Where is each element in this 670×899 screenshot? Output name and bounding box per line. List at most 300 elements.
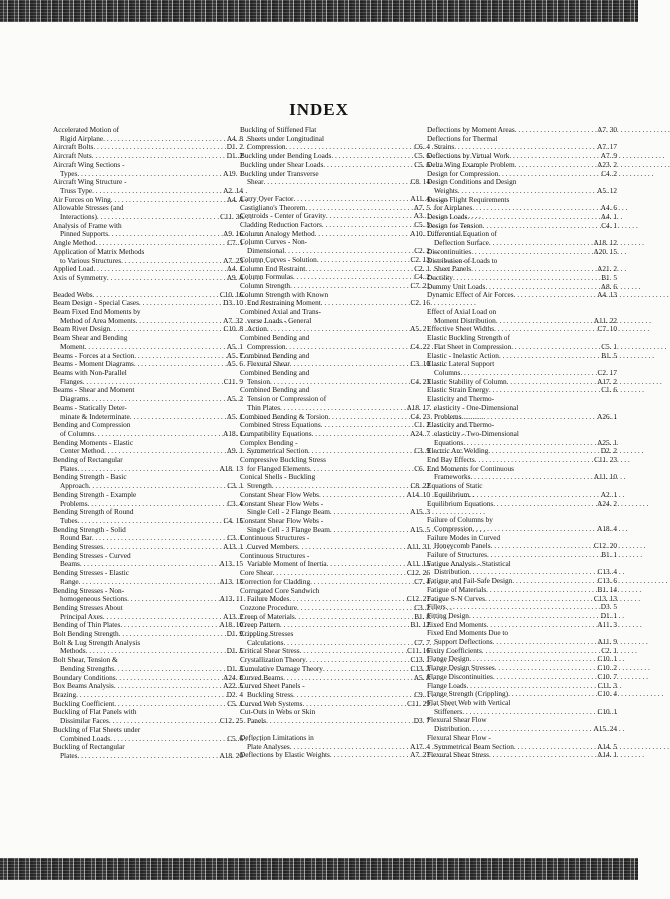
- page-reference: A4. 1: [226, 264, 243, 274]
- index-term: Curved Web Systems: [240, 698, 303, 708]
- page-reference: C7. 4: [414, 576, 430, 586]
- page-reference: B1. 5: [601, 350, 617, 360]
- index-term: Flexural Shear Flow: [427, 715, 487, 725]
- index-column-1: [53, 126, 243, 761]
- index-term: Flange Loads: [427, 680, 467, 690]
- dot-leader: [515, 126, 595, 135]
- page-reference: A15. 24: [593, 724, 617, 734]
- dot-leader: [470, 473, 591, 482]
- page-reference: C1. 2: [414, 420, 430, 430]
- index-term: Cut-Outs in Webs or Skin: [240, 707, 316, 717]
- index-term: Deflection Limitations in: [240, 732, 314, 742]
- index-term: Conical Shells - Buckling: [240, 472, 316, 482]
- page-reference: A14. 5: [597, 741, 617, 751]
- index-term: Weights: [434, 185, 458, 195]
- index-term: Aircraft Bolts: [53, 142, 94, 152]
- page-reference: A11. 3: [597, 619, 617, 629]
- index-entry: [427, 291, 617, 300]
- index-term: Curved Beams: [240, 672, 284, 682]
- index-entry: [53, 708, 243, 725]
- index-entry: [240, 126, 430, 152]
- page-reference: D1. 2: [226, 151, 243, 161]
- index-entry: [240, 630, 430, 647]
- index-term: to Various Structures: [60, 255, 122, 265]
- index-entry: [427, 699, 617, 716]
- index-term: Buckling Coefficient: [53, 698, 115, 708]
- index-term: Bending and Compression: [53, 420, 131, 430]
- page-reference: C3. 10: [410, 359, 430, 369]
- index-term: for Flanged Elements: [247, 463, 310, 473]
- index-term: Moment: [60, 341, 85, 351]
- page-reference: C7. 1: [227, 238, 243, 248]
- index-term: Bending Strength - Basic: [53, 472, 127, 482]
- dot-leader: [508, 690, 595, 699]
- page-reference: C4. 2: [601, 168, 617, 178]
- dot-leader: [266, 717, 412, 726]
- page-reference: A9. 1: [226, 446, 243, 456]
- page-reference: A22. 5: [223, 681, 243, 691]
- index-entry: [240, 534, 430, 551]
- index-term: Design Loads: [427, 212, 468, 222]
- page-reference: A7. 32: [223, 315, 243, 325]
- index-entry: [240, 308, 430, 334]
- page-reference: A24. 2: [597, 498, 617, 508]
- index-term: Compressive Buckling Stress: [240, 455, 326, 465]
- index-term: Thin Plates: [247, 402, 281, 412]
- index-entry: [427, 734, 617, 751]
- index-term: Analysis of Frame with: [53, 220, 122, 230]
- index-entry-line: [427, 500, 617, 509]
- index-term: Design Flight Requirements: [427, 194, 510, 204]
- page-reference: C3. 4: [227, 498, 243, 508]
- page-reference: C12. 26: [406, 568, 430, 578]
- index-term: Distribution of Loads to: [427, 255, 498, 265]
- index-term: Flexural Shear: [247, 359, 290, 369]
- index-term: Bending Stresses About: [53, 602, 123, 612]
- index-term: Elastic Stability of Column: [427, 376, 507, 386]
- page-reference: C4. 15: [223, 515, 243, 525]
- page-reference: A17. 2: [597, 376, 617, 386]
- index-term: Curved Members: [247, 542, 298, 552]
- index-term: Dissimilar Faces: [60, 716, 109, 726]
- index-term: Frameworks: [434, 472, 471, 482]
- index-term: elasticity - Two-Dimensional: [434, 428, 519, 438]
- page-reference: A5. 6: [226, 359, 243, 369]
- page-reference: A13. 13: [219, 576, 243, 586]
- page-reference: C3. 1: [227, 481, 243, 491]
- index-term: Fitting Design: [427, 610, 469, 620]
- index-entry: [53, 248, 243, 265]
- index-entry: [240, 473, 430, 490]
- index-term: Complex Bending -: [240, 437, 298, 447]
- index-term: Aircraft Wing Structure -: [53, 177, 127, 187]
- page-reference: C12. 20: [593, 541, 617, 551]
- index-entry-line: [240, 717, 430, 726]
- dot-leader: [315, 230, 409, 239]
- page-reference: B1. 12: [410, 620, 430, 630]
- page-reference: C5. 6: [414, 159, 430, 169]
- page-reference: D1. 5: [226, 646, 243, 656]
- page-reference: A2. 14: [223, 185, 243, 195]
- index-term: Method of Area Moments: [60, 315, 136, 325]
- index-entry: [53, 491, 243, 508]
- index-term: Failure of Structures: [427, 550, 487, 560]
- page-reference: A7. 30: [597, 125, 617, 134]
- page-reference: A7. 9: [600, 151, 617, 161]
- page-reference: C4. 22: [410, 341, 430, 351]
- page-reference: C4. 23: [410, 411, 430, 421]
- page-reference: C7. 21: [410, 280, 430, 290]
- dot-leader: [107, 274, 225, 283]
- page-reference: C5. 6: [414, 151, 430, 161]
- index-term: Deflections by Moment Areas: [427, 125, 515, 134]
- index-term: Bending Strength - Example: [53, 489, 137, 499]
- page-reference: A5. 21: [410, 324, 430, 334]
- index-term: Pinned Supports: [60, 229, 109, 239]
- index-entry-line: [53, 752, 243, 761]
- page-reference: D1. 9: [226, 629, 243, 639]
- page-reference: C4. 2: [414, 272, 430, 282]
- page-reference: A24. 8: [223, 672, 243, 682]
- dot-leader: [127, 595, 218, 604]
- index-term: Panels: [247, 716, 267, 726]
- index-entry: [240, 439, 430, 456]
- index-term: Combined Stress Equations: [240, 420, 321, 430]
- page-reference: A7. 27: [410, 750, 430, 760]
- index-term: Types: [60, 168, 78, 178]
- dot-leader: [264, 178, 409, 187]
- page-reference: B1. 14: [597, 584, 617, 594]
- index-term: End Moments for Continuous: [427, 463, 514, 473]
- index-entry: [427, 334, 617, 351]
- index-entry: [53, 274, 243, 283]
- index-entry: [240, 352, 430, 369]
- page-reference: A4. 6: [600, 203, 617, 213]
- index-entry: [427, 465, 617, 482]
- page-reference: C4. 1: [601, 220, 617, 230]
- page-reference: A18. 1: [223, 428, 243, 438]
- page-reference: A11. 31: [406, 542, 430, 552]
- index-term: Strength: [247, 481, 272, 491]
- page-reference: A5. 8: [413, 672, 430, 682]
- dot-leader: [330, 508, 408, 517]
- index-term: Box Beams Analysis: [53, 681, 114, 691]
- index-term: Fatigue Analysis - Statistical: [427, 558, 511, 568]
- page-reference: D2. 4: [226, 690, 243, 699]
- page-reference: A11. 22: [593, 315, 617, 325]
- page-reference: C5. 1: [601, 341, 617, 351]
- page-reference: A25. 1: [597, 437, 617, 447]
- index-term: Dimensional: [247, 246, 285, 256]
- dot-leader: [319, 491, 405, 500]
- index-term: Ductility: [427, 272, 453, 282]
- page-reference: C3. 1: [227, 533, 243, 543]
- index-term: Application of Matrix Methods: [53, 246, 145, 256]
- dot-leader: [330, 751, 408, 760]
- index-term: Flanges: [60, 376, 83, 386]
- index-term: Aircraft Wing Sections -: [53, 159, 125, 169]
- index-term: Column Strength with Known: [240, 289, 329, 299]
- index-term: Compatibility Equations: [240, 428, 312, 438]
- index-term: Equilibrium Equations: [427, 498, 494, 508]
- index-term: Applied Load: [53, 264, 94, 274]
- page-reference: A4. 1: [600, 212, 617, 222]
- index-term: Cladding Reduction Factors: [240, 220, 322, 230]
- index-term: Moment Distribution: [434, 315, 496, 325]
- index-term: Buckling of Flat Sheets under: [53, 724, 141, 734]
- page-reference: A21. 2: [597, 264, 617, 274]
- index-term: Flange Design: [427, 654, 470, 664]
- page-reference: D1. 1: [600, 610, 617, 620]
- page-reference: A18. 4: [597, 523, 617, 533]
- page-reference: A7. 23: [223, 255, 243, 265]
- index-entry: [240, 291, 430, 308]
- index-term: Dummy Unit Loads: [427, 281, 486, 291]
- index-term: Center Method: [60, 446, 104, 456]
- index-term: Dynamic Effect of Air Forces: [427, 290, 514, 300]
- index-term: End Bay Effects: [427, 455, 475, 465]
- index-term: Flange Discontinuities: [427, 671, 493, 681]
- index-entry: [240, 552, 430, 569]
- index-term: verse Loads - General: [247, 315, 312, 325]
- dot-leader: [489, 751, 595, 760]
- dot-leader: [280, 621, 409, 630]
- index-term: Critical Shear Stress: [240, 646, 300, 656]
- page-reference: C11. 23: [594, 455, 617, 465]
- page-reference: A7. 5: [413, 202, 430, 212]
- index-entry: [53, 639, 243, 656]
- index-entry: [240, 456, 430, 473]
- index-term: Methods: [60, 646, 86, 656]
- index-term: Beams - Forces at a Section: [53, 350, 135, 360]
- page-reference: A17. 4: [410, 741, 430, 751]
- page-reference: A2. 1: [600, 489, 617, 499]
- index-entry: [240, 238, 430, 255]
- page-reference: D1. 3: [226, 663, 243, 673]
- index-term: Differential Equation of: [427, 229, 497, 239]
- index-term: Support Deflections: [434, 637, 493, 647]
- index-term: Flexural Shear Stress: [427, 750, 490, 760]
- index-term: Corrugated Core Sandwich: [240, 585, 320, 595]
- page-reference: A19. 1: [223, 168, 243, 178]
- dot-leader: [303, 700, 406, 709]
- index-term: Bending Moments - Elastic: [53, 437, 134, 447]
- index-entry: [427, 751, 617, 760]
- index-entry: [53, 587, 243, 604]
- index-term: Cumulative Damage Theory: [240, 663, 323, 673]
- index-entry: [427, 257, 617, 274]
- index-term: Elastic - Inelastic Action: [427, 350, 499, 360]
- index-term: Flange Design Stresses: [427, 663, 495, 673]
- index-entry: [53, 508, 243, 525]
- dot-leader: [330, 526, 408, 535]
- index-term: Symmetrical Section: [247, 446, 308, 456]
- index-term: Plates: [60, 750, 78, 760]
- dot-leader: [499, 352, 599, 361]
- index-term: Castigliano's Theorem: [240, 202, 306, 212]
- index-term: Flat Sheet in Compression: [434, 341, 512, 351]
- page-reference: A14. 1: [597, 750, 617, 760]
- index-term: Elastic Lateral Support: [427, 359, 495, 369]
- page-reference: A18. 13: [219, 463, 243, 473]
- page-reference: A5. 12: [597, 185, 617, 195]
- page-reference: A3. 1: [413, 211, 430, 221]
- index-term: Combined Bending and: [240, 385, 310, 395]
- index-term: Fixed End Moments: [427, 619, 487, 629]
- index-term: Fillers: [427, 602, 446, 612]
- page-reference: A14. 10: [406, 489, 430, 499]
- index-term: Constant Shear Flow Webs: [240, 489, 319, 499]
- index-entry: [240, 587, 430, 604]
- page-reference: A11. 10: [593, 472, 617, 482]
- index-entry: [53, 656, 243, 673]
- index-term: Buckling under Bending Loads: [240, 151, 332, 161]
- dot-leader: [134, 360, 225, 369]
- page-reference: C12. 25: [219, 716, 243, 726]
- index-term: Beam Rivet Design: [53, 324, 111, 334]
- index-term: Failure Modes in Curved: [427, 532, 501, 542]
- index-term: Bending Stresses - Non-: [53, 585, 125, 595]
- dot-leader: [321, 299, 409, 308]
- index-entry: [53, 456, 243, 473]
- page-reference: A13. 1: [223, 542, 243, 552]
- index-term: End Restraining Moment: [247, 298, 321, 308]
- index-entry: [427, 308, 617, 325]
- index-term: Electric Arc Welding: [427, 446, 489, 456]
- index-term: Constant Shear Flow Webs -: [240, 498, 324, 508]
- page-reference: A8. 6: [600, 281, 617, 291]
- page-reference: A15. 5: [410, 524, 430, 534]
- index-term: Compression: [247, 142, 286, 152]
- page-reference: A4. 4: [226, 194, 243, 204]
- index-term: Tubes: [60, 515, 78, 525]
- index-term: Single Cell - 2 Flange Beam: [247, 507, 330, 517]
- index-term: Beam Shear and Bending: [53, 333, 128, 343]
- dot-leader: [514, 291, 596, 300]
- index-term: Stiffeners: [434, 706, 463, 716]
- page-reference: C6. 4: [414, 142, 430, 152]
- index-term: Bending Stresses: [53, 542, 104, 552]
- index-term: Crippling Stresses: [240, 629, 294, 639]
- page-reference: A24. 7: [410, 428, 430, 438]
- index-term: Single Cell - 3 Flange Beam: [247, 524, 330, 534]
- index-entry: [427, 135, 617, 152]
- index-entry: [427, 482, 617, 499]
- index-entry: [240, 334, 430, 351]
- index-entry: [427, 395, 617, 421]
- index-term: Variable Moment of Inertia: [247, 559, 327, 569]
- index-term: Sheet Panels: [434, 264, 472, 274]
- page-reference: A20. 15: [593, 246, 617, 256]
- page-reference: A9. 16: [223, 229, 243, 239]
- index-entry: [427, 230, 617, 247]
- index-term: Design for Compression: [427, 168, 499, 178]
- page-reference: C8. 22: [410, 481, 430, 491]
- page-reference: B1. 1: [601, 550, 617, 560]
- scan-border-bottom: [0, 858, 638, 880]
- index-term: Delta Wing Example Problem: [427, 159, 515, 169]
- index-term: Bending Strength - Solid: [53, 524, 126, 534]
- dot-leader: [111, 196, 225, 205]
- page-reference: A18. 17: [406, 402, 430, 412]
- index-term: Crystallization Theory: [240, 655, 306, 665]
- index-term: Rigid Airplane: [60, 133, 104, 143]
- page-reference: C13. 13: [593, 593, 617, 603]
- index-term: Air Forces on Wing: [53, 194, 111, 204]
- index-term: Beams: [60, 559, 80, 569]
- index-term: Bending Stresses - Curved: [53, 550, 131, 560]
- page-reference: C12. 27: [406, 594, 430, 604]
- index-term: Fixity Coefficients: [427, 645, 482, 655]
- page-reference: C7. 10: [597, 324, 617, 334]
- index-term: Strains: [434, 142, 455, 152]
- dot-leader: [483, 222, 599, 231]
- index-term: Brazing: [53, 690, 77, 699]
- index-term: Problems: [60, 498, 88, 508]
- index-term: for Airplanes: [434, 203, 473, 213]
- index-term: Problems: [434, 411, 462, 421]
- index-entry-line: [427, 751, 617, 760]
- page-reference: D3. 7: [413, 716, 430, 726]
- page-reference: C2. 17: [597, 367, 617, 377]
- index-term: Bolt & Lug Strength Analysis: [53, 637, 141, 647]
- index-term: Beam Design - Special Cases: [53, 298, 139, 308]
- index-term: Cozzone Procedure: [240, 602, 297, 612]
- index-term: Fatigue S-N Curves: [427, 593, 485, 603]
- index-term: Creep Pattern: [240, 620, 280, 630]
- index-term: Truss Type: [60, 185, 93, 195]
- index-column-3: [427, 126, 617, 760]
- page-reference: C8. 14: [410, 177, 430, 187]
- page-reference: C3. 2: [414, 602, 430, 612]
- index-term: Boundary Conditions: [53, 672, 116, 682]
- index-entry: [240, 517, 430, 534]
- page-reference: C4. 23: [410, 376, 430, 386]
- index-term: Bending Strength of Round: [53, 507, 134, 517]
- index-term: Round Bar: [60, 533, 92, 543]
- index-term: Column End Restraint: [240, 263, 306, 273]
- index-term: Deflection Surface: [434, 238, 489, 248]
- index-entry: [53, 334, 243, 351]
- index-entry: [53, 308, 243, 325]
- index-entry: [240, 386, 430, 412]
- index-term: Equations: [434, 437, 464, 447]
- index-term: Buckling of Rectangular: [53, 742, 125, 752]
- index-entry: [427, 534, 617, 551]
- page-reference: A7. 17: [597, 142, 617, 152]
- index-term: Action: [247, 324, 267, 334]
- index-term: Buckling of Flat Panels with: [53, 707, 137, 717]
- index-column-2: [240, 126, 430, 760]
- page-reference: A11. 9: [597, 637, 617, 647]
- index-term: Angle Method: [53, 238, 96, 248]
- index-term: Buckling Stress: [247, 690, 294, 699]
- index-term: Deflections by Elastic Weights: [240, 750, 330, 760]
- index-term: Continuous Structures -: [240, 550, 310, 560]
- index-term: Effect of Axial Load on: [427, 307, 497, 317]
- index-entry: [240, 170, 430, 187]
- dot-leader: [312, 430, 409, 439]
- index-term: Diagrams: [60, 394, 89, 404]
- index-term: Beams with Non-Parallel: [53, 367, 127, 377]
- index-term: Combined Bending and: [240, 367, 310, 377]
- index-term: Flat Sheet Web with Vertical: [427, 698, 511, 707]
- dot-leader: [493, 500, 595, 509]
- page-reference: A5. 2: [226, 394, 243, 404]
- index-term: Fixed End Moments Due to: [427, 628, 509, 638]
- page-reference: C2. 1: [601, 645, 617, 655]
- index-term: Column Formulas: [240, 272, 293, 282]
